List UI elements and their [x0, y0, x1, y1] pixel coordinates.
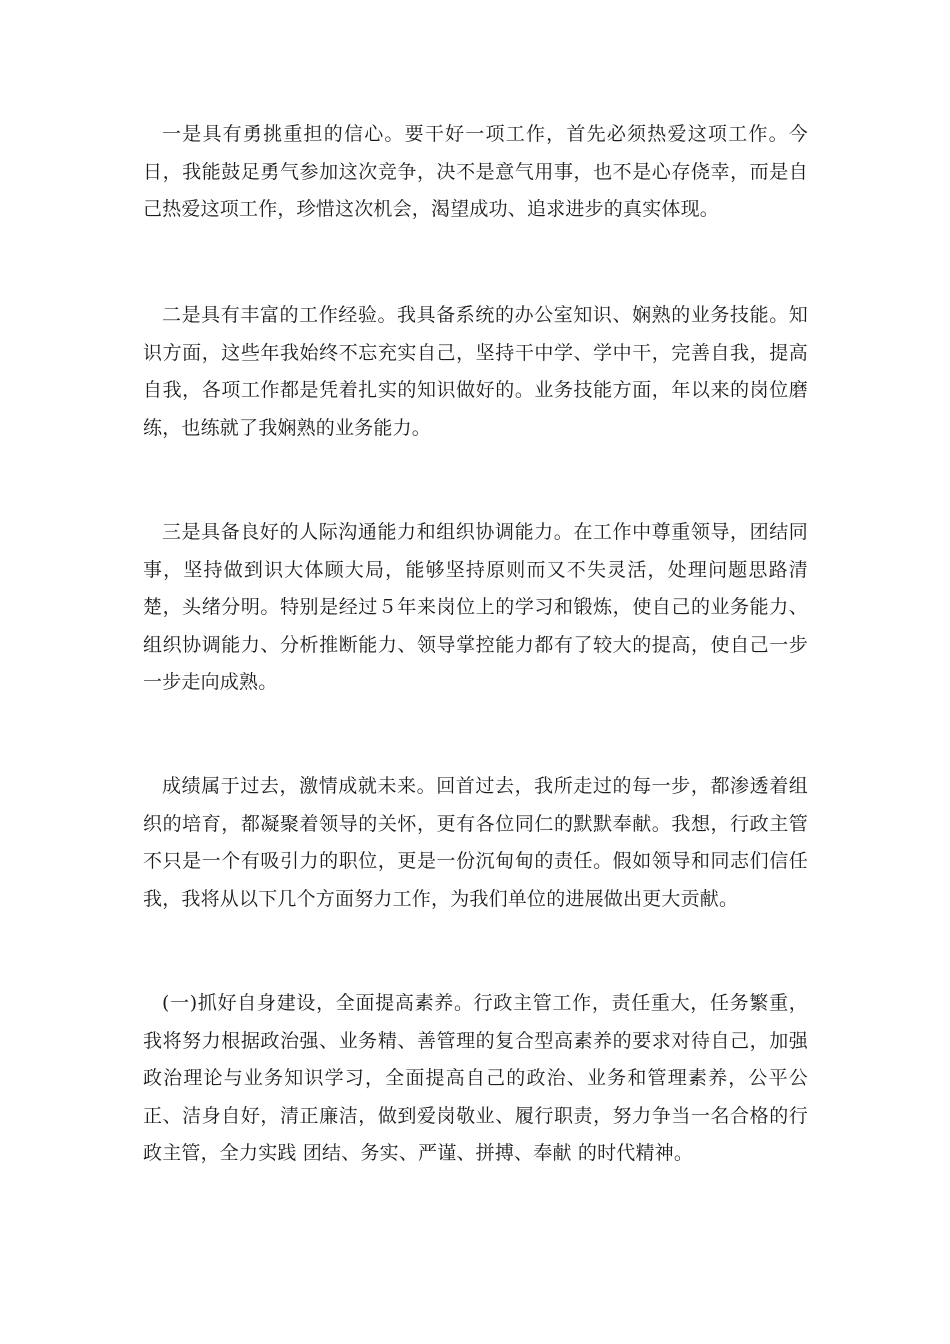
paragraph-experience: 二是具有丰富的工作经验。我具备系统的办公室知识、娴熟的业务技能。知识方面，这些年我始终不忘充实自己，坚持干中学、学中干，完善自我，提高自我，各项工作都是凭着扎实的知识做好的。业务技能方面，年以来的岗位磨练，也练就了我娴熟的业务能力。 — [143, 304, 808, 439]
paragraph-communication: 三是具备良好的人际沟通能力和组织协调能力。在工作中尊重领导，团结同事，坚持做到识大体顾大局，能够坚持原则而又不失灵活，处理问题思路清楚，头绪分明。特别是经过５年来岗位上的学习和锻炼，使自己的业务能力、组织协调能力、分析推断能力、领导掌控能力都有了较大的提高，使自己一步一步走向成熟。 — [143, 521, 808, 693]
paragraph-future: 成绩属于过去，激情成就未来。回首过去，我所走过的每一步，都渗透着组织的培育，都凝聚着领导的关怀，更有各位同仁的默默奉献。我想，行政主管不只是一个有吸引力的职位，更是一份沉甸甸的责任。假如领导和同志们信任我，我将从以下几个方面努力工作，为我们单位的进展做出更大贡献。 — [143, 775, 808, 910]
paragraph-confidence: 一是具有勇挑重担的信心。要干好一项工作，首先必须热爱这项工作。今日，我能鼓足勇气参加这次竞争，决不是意气用事，也不是心存侥幸，而是自己热爱这项工作，珍惜这次机会，渴望成功、追求进步的真实体现。 — [143, 123, 808, 220]
paragraph-self-building: (一)抓好自身建设，全面提高素养。行政主管工作，责任重大，任务繁重，我将努力根据政治强、业务精、善管理的复合型高素养的要求对待自己，加强政治理论与业务知识学习，全面提高自己的政治、业务和管理素养，公平公正、洁身自好，清正廉洁，做到爱岗敬业、履行职责，努力争当一名合格的行政主管，全力实践 团结、务实、严谨、拼搏、奉献 的时代精神。 — [143, 992, 808, 1164]
